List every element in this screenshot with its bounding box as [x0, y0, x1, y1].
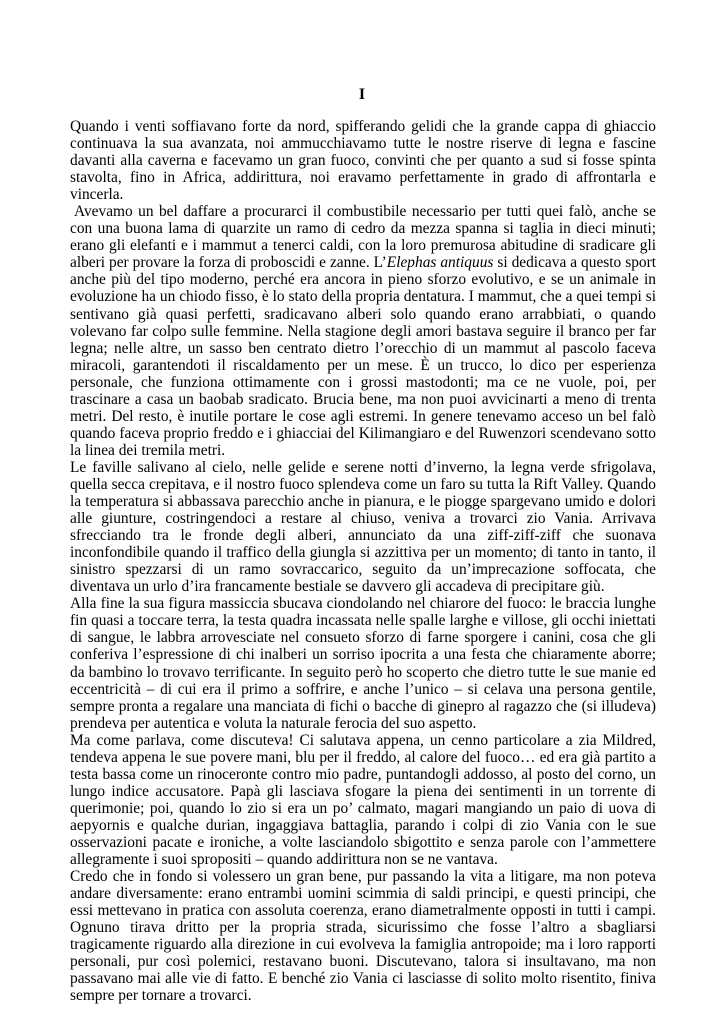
chapter-heading: I [358, 86, 366, 103]
paragraph-1: Quando i venti soffiavano forte da nord, spifferando gelidi che la grande cappa di ghiaccio continuava la sua avanzata, noi ammucchiavamo tutte le nostre riserve di legna e fascine davanti alla caverna e facevamo un gran fuoco, convinti che per quanto a sud si fosse spinta stavolta, fino in Africa, addirittura, noi eravamo perfettamente in grado di affrontarla e vincerla. [70, 118, 656, 204]
chapter-body [70, 118, 656, 1004]
paragraph-2-part-1: Avevamo un bel daffare a procurarci il combustibile necessario per tutti quei falò, anche se con una buona lama di quarzite un ramo di cedro da mezza spanna si taglia in dieci minuti; erano gli elefanti e i mammut a tenerci caldi, con la loro premurosa abitudine di sradicare gli alberi per provare la forza di proboscidi e zanne. L’ [70, 203, 656, 272]
paragraph-4: Alla fine la sua figura massiccia sbucava ciondolando nel chiarore del fuoco: le braccia lunghe fin quasi a toccare terra, la testa quadra incassata nelle spalle larghe e villose, gli occhi iniettati di sangue, le labbra arrovesciate nel consueto sforzo di farne sporgere i canini, cosa che gli conferiva l’espressione di chi inalberi un sorriso ipocrita a una festa che chiaramente aborre; da bambino lo trovavo terrificante. In seguito però ho scoperto che dietro tutte le sue manie ed eccentricità – di cui era il primo a soffrire, e anche l’unico – si celava una persona gentile, sempre pronta a regalare una manciata di fichi o bacche di ginepro al ragazzo che (si illudeva) prendeva per autentica e voluta la naturale ferocia del suo aspetto. [70, 595, 656, 732]
paragraph-2 [70, 203, 656, 459]
species-name-italic: Elephas antiquus [386, 254, 494, 272]
paragraph-6: Credo che in fondo si volessero un gran bene, pur passando la vita a litigare, ma non poteva andare diversamente: erano entrambi uomini scimmia di saldi principi, e questi principi, che essi mettevano in pratica con assoluta coerenza, erano diametralmente opposti in tutti i campi. Ognuno tirava dritto per la propria strada, sicurissimo che fosse l’altro a sbagliarsi tragicamente riguardo alla direzione in cui evolveva la famiglia antropoide; ma i loro rapporti personali, pur così polemici, restavano buoni. Discutevano, talora si insultavano, ma non passavano mai alle vie di fatto. E benché zio Vania ci lasciasse di solito molto risentito, finiva sempre per tornare a trovarci. [70, 868, 656, 1005]
paragraph-5: Ma come parlava, come discuteva! Ci salutava appena, un cenno particolare a zia Mildred, tendeva appena le sue povere mani, blu per il freddo, al calore del fuoco… ed era già partito a testa bassa come un rinoceronte contro mio padre, puntandogli addosso, al posto del corno, un lungo indice accusatore. Papà gli lasciava sfogare la piena dei sentimenti in un torrente di querimonie; poi, quando lo zio si era un po’ calmato, magari mangiando un paio di uova di aepyornis e qualche durian, ingaggiava battaglia, parando i colpi di zio Vania con le sue osservazioni pacate e ironiche, a volte lasciandolo sbigottito e senza parole con l’ammettere allegramente i suoi spropositi – quando addirittura non se ne vantava. [70, 731, 656, 869]
paragraph-3: Le faville salivano al cielo, nelle gelide e serene notti d’inverno, la legna verde sfrigolava, quella secca crepitava, e il nostro fuoco splendeva come un faro su tutta la Rift Valley. Quando la temperatura si abbassava parecchio anche in pianura, e le piogge spargevano umido e dolori alle giunture, costringendoci a restare al chiuso, veniva a trovarci zio Vania. Arrivava sfrecciando tra le fronde degli alberi, annunciato da una ziff-ziff-ziff che suonava inconfondibile quando il traffico della giungla si azzittiva per un momento; di tanto in tanto, il sinistro spezzarsi di un ramo sovraccarico, seguito da un’imprecazione soffocata, che diventava un urlo d’ira francamente bestiale se davvero gli accadeva di precipitare giù. [70, 458, 656, 596]
paragraph-2-part-2: si dedicava a questo sport anche più del tipo moderno, perché era ancora in pieno sforzo evolutivo, e se un animale in evoluzione ha un chiodo fisso, è lo stato della propria dentatura. I mammut, che a quei tempi si sentivano già quasi perfetti, sradicavano alberi solo quando erano arrabbiati, o quando volevano far colpo sulle femmine. Nella stagione degli amori bastava seguire il branco per far legna; nelle altre, un sasso ben centrato dietro l’orecchio di un mammut al pascolo faceva miracoli, garantendoti il riscaldamento per un mese. È un trucco, lo dico per esperienza personale, che funziona ottimamente con i grossi mastodonti; ma ce ne vuole, poi, per trascinare a casa un baobab sradicato. Brucia bene, ma non puoi avvicinarti a meno di trenta metri. Del resto, è inutile portare le cose agli estremi. In genere tenevamo acceso un bel falò quando faceva proprio freddo e i ghiacciai del Kilimangiaro e del Ruwenzori scendevano sotto la linea dei tremila metri. [70, 254, 656, 459]
